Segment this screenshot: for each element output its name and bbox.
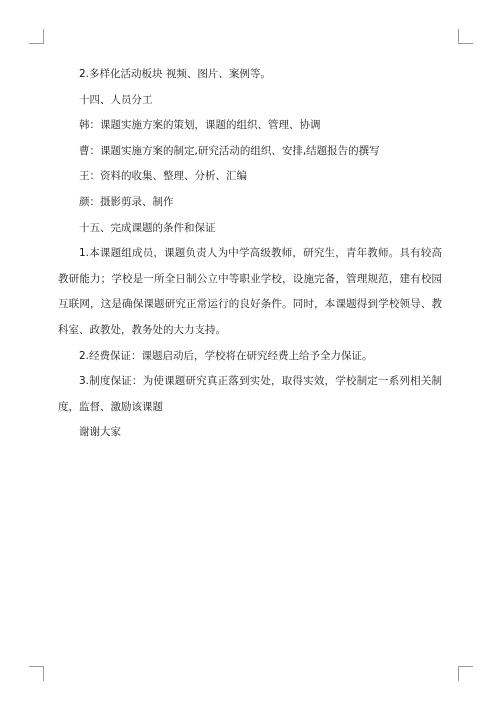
paragraph-yan-role: 颜：摄影剪录、制作 — [79, 195, 174, 208]
document-body — [58, 62, 442, 446]
heading-conditions: 十五、完成课题的条件和保证 — [79, 221, 216, 234]
paragraph-team-conditions: 1.本课题组成员，课题负责人为中学高级教师，研究生，青年教师。具有较高教研能力；学校是一所全日制公立中等职业学校，设施完备，管理规范，建有校园互联网，这是确保课题研究正常运行的良好条件。同时，本课题得到学校领导、教科室、政教处，教务处的大力支持。 — [58, 247, 442, 336]
crop-mark-top-right — [458, 29, 473, 44]
paragraph-system: 3.制度保证：为使课题研究真正落到实处，取得实效，学校制定一系列相关制度，监督、激励该课题 — [58, 375, 442, 413]
paragraph-cao-role: 曹：课题实施方案的制定,研究活动的组织、安排,结题报告的撰写 — [79, 144, 380, 157]
paragraph-funding: 2.经费保证：课题启动后，学校将在研究经费上给予全力保证。 — [79, 349, 373, 362]
paragraph-activity-module: 2.多样化活动板块 视频、图片、案例等。 — [79, 68, 271, 80]
crop-mark-bottom-left — [29, 666, 44, 681]
paragraph-wang-role: 王：资料的收集、整理、分析、汇编 — [79, 170, 247, 183]
crop-mark-bottom-right — [458, 666, 473, 681]
closing-thanks: 谢谢大家 — [79, 426, 121, 439]
heading-staff-division: 十四、人员分工 — [79, 93, 153, 106]
crop-mark-top-left — [29, 29, 44, 44]
paragraph-han-role: 韩：课题实施方案的策划，课题的组织、管理、协调 — [79, 119, 321, 132]
